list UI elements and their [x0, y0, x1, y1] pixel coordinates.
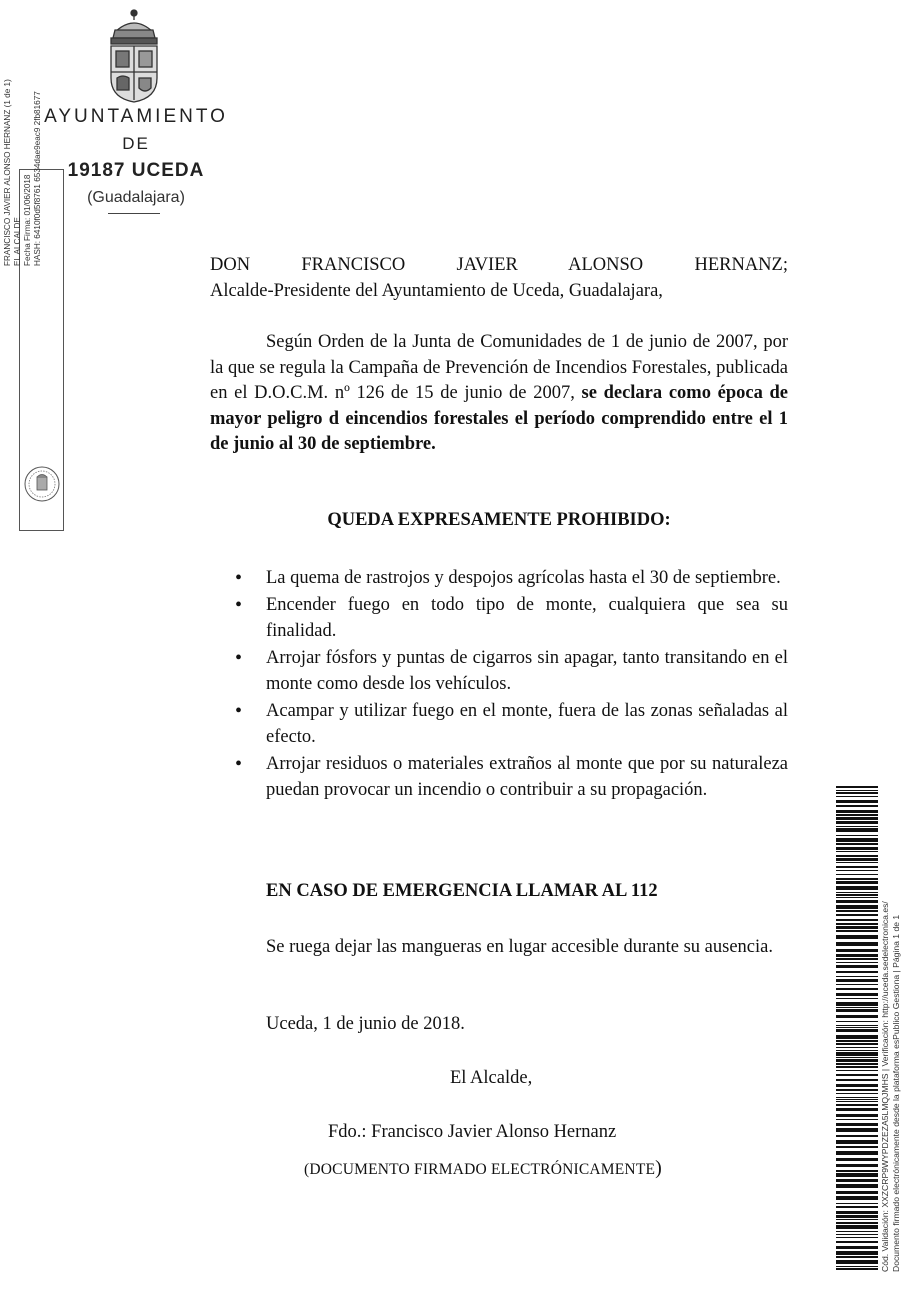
- barcode-bar: [836, 1047, 878, 1048]
- barcode-bar: [836, 1251, 878, 1255]
- barcode-bar: [836, 1057, 878, 1058]
- barcode-bar: [836, 1206, 878, 1208]
- barcode-bar: [836, 1215, 878, 1218]
- barcode-bar: [836, 1268, 878, 1270]
- barcode-bar: [836, 1196, 878, 1200]
- signer-role: EL ALCALDE: [13, 217, 22, 266]
- barcode-bar: [836, 796, 878, 797]
- barcode-bar: [836, 1179, 878, 1182]
- heading-name: DON FRANCISCO JAVIER ALONSO HERNANZ;: [210, 255, 788, 275]
- prohibido-title: QUEDA EXPRESAMENTE PROHIBIDO:: [327, 510, 671, 530]
- barcode-bar: [836, 1015, 878, 1018]
- barcode-bar: [836, 930, 878, 932]
- barcode-bar: [836, 878, 878, 880]
- barcode-bar: [836, 1241, 878, 1243]
- barcode-bar: [836, 817, 878, 820]
- barcode-bar: [836, 1097, 878, 1098]
- barcode-bar: [836, 828, 878, 832]
- barcode-bar: [836, 1050, 878, 1051]
- barcode-bar: [836, 1151, 878, 1155]
- barcode-bar: [836, 942, 878, 946]
- barcode-bar: [836, 1191, 878, 1194]
- list-item: • Acampar y utilizar fuego en el monte, fuera de las zonas señaladas al efecto.: [230, 698, 788, 751]
- verification-code: Cód. Validación: XXZCRP9WYPDZEZA5LMQJMHS | Verificación: http://uceda.sedelectronica.es/: [880, 901, 890, 1272]
- barcode-bar: [836, 1260, 878, 1264]
- barcode-bar: [836, 792, 878, 794]
- open-paren: (: [304, 1161, 310, 1178]
- barcode-bar: [836, 874, 878, 875]
- list-item: • Arrojar fósfors y puntas de cigarros sin apagar, tanto transitando en el monte como desde los vehículos.: [230, 645, 788, 698]
- barcode-bar: [836, 851, 878, 852]
- letterhead-divider: [108, 213, 160, 214]
- barcode-bar: [836, 826, 878, 827]
- list-item: • Arrojar residuos o materiales extraños al monte que por su naturaleza puedan provocar un incendio o contribuir a su propagación.: [230, 751, 788, 804]
- barcode-bar: [836, 862, 878, 863]
- barcode-bar: [836, 1099, 878, 1100]
- barcode-bar: [836, 1225, 878, 1229]
- barcode-bar: [836, 1043, 878, 1045]
- barcode-bar: [836, 1119, 878, 1120]
- barcode-bar: [836, 1219, 878, 1220]
- barcode-bar: [836, 1140, 878, 1144]
- barcode-bar: [836, 1170, 878, 1172]
- barcode-bar: [836, 984, 878, 985]
- org-preposition: DE: [122, 134, 150, 153]
- barcode-bar: [836, 1231, 878, 1232]
- barcode-bar: [836, 843, 878, 845]
- signature-date: Fecha Firma: 01/06/2018: [23, 174, 32, 266]
- barcode-bar: [836, 1246, 878, 1249]
- barcode-bar: [836, 1146, 878, 1148]
- barcode-bar: [836, 954, 878, 957]
- barcode-bar: [836, 1027, 878, 1028]
- barcode-bar: [836, 810, 878, 813]
- hoses-paragraph: [210, 935, 788, 961]
- close-paren: ): [655, 1157, 663, 1179]
- barcode-bar: [836, 866, 878, 868]
- barcode-bar: [836, 1040, 878, 1042]
- barcode-bar: [836, 786, 878, 788]
- barcode-bar: [836, 1108, 878, 1111]
- intro-text: Según Orden de la Junta de Comunidades de 1 de junio de 2007, por la que se regula la Campaña de Prevención de Incendios Forestales, publicada en el D.O.C.M. nº 126 de 15 de junio de 2007,: [210, 332, 788, 403]
- barcode-bar: [836, 1084, 878, 1087]
- barcode-bar: [836, 1104, 878, 1106]
- barcode-bar: [836, 870, 878, 871]
- barcode-bar: [836, 1009, 878, 1012]
- barcode-bar: [836, 949, 878, 952]
- signer-title: El Alcalde,: [450, 1068, 533, 1088]
- barcode-bar: [836, 790, 878, 791]
- barcode-bar: [836, 805, 878, 807]
- barcode-bar: [836, 971, 878, 973]
- barcode-bar: [836, 905, 878, 909]
- barcode-bar: [836, 1128, 878, 1132]
- barcode-bar: [836, 910, 878, 912]
- barcode-bar: [836, 897, 878, 898]
- intro-paragraph: [210, 330, 788, 458]
- barcode-bar: [836, 1052, 878, 1056]
- org-name: AYUNTAMIENTO: [44, 106, 228, 127]
- seal-icon: [23, 465, 61, 503]
- barcode-bar: [836, 1135, 878, 1137]
- barcode-bar: [836, 1063, 878, 1065]
- barcode-bar: [836, 1002, 878, 1006]
- barcode-bar: [836, 962, 878, 963]
- signature-line: Fdo.: Francisco Javier Alonso Hernanz: [328, 1122, 617, 1142]
- barcode-bar: [836, 821, 878, 824]
- barcode-bar: [836, 1079, 878, 1081]
- barcode-bar: [836, 919, 878, 921]
- document-date: Uceda, 1 de junio de 2018.: [266, 1014, 465, 1034]
- signer-name: FRANCISCO JAVIER ALONSO HERNANZ (1 de 1): [3, 79, 12, 266]
- list-item: • Encender fuego en todo tipo de monte, cualquiera que sea su finalidad.: [230, 592, 788, 645]
- barcode-bar: [836, 988, 878, 990]
- barcode-bar: [836, 914, 878, 916]
- barcode-bar: [836, 923, 878, 925]
- barcode-bar: [836, 998, 878, 999]
- barcode-bar: [836, 835, 878, 836]
- barcode-bar: [836, 1256, 878, 1258]
- barcode-bar: [836, 1070, 878, 1071]
- barcode-bar: [836, 847, 878, 850]
- barcode-bar: [836, 1266, 878, 1267]
- verification-platform: Documento firmado electrónicamente desde la plataforma esPublico Gestiona | Página 1 de 1: [891, 914, 901, 1272]
- org-postal-town: 19187 UCEDA: [67, 160, 205, 181]
- barcode-bar: [836, 979, 878, 982]
- list-item: • La quema de rastrojos y despojos agrícolas hasta el 30 de septiembre.: [230, 565, 788, 592]
- barcode-bar: [836, 894, 878, 896]
- barcode-bar: [836, 1222, 878, 1224]
- barcode-bar: [836, 838, 878, 842]
- barcode-bar: [836, 935, 878, 939]
- barcode-bar: [836, 1093, 878, 1094]
- barcode-bar: [836, 881, 878, 884]
- barcode-bar: [836, 814, 878, 816]
- electronically-signed-note: [304, 1157, 662, 1180]
- barcode-bar: [836, 1234, 878, 1235]
- electronically-signed-text: DOCUMENTO FIRMADO ELECTRÓNICAMENTE: [309, 1161, 656, 1178]
- heading-title: Alcalde-Presidente del Ayuntamiento de Uceda, Guadalajara,: [210, 280, 663, 301]
- barcode-bar: [836, 976, 878, 977]
- barcode-bar: [836, 855, 878, 857]
- barcode-bar: [836, 1089, 878, 1091]
- barcode-bar: [836, 1035, 878, 1039]
- barcode-bar: [836, 1007, 878, 1008]
- intro-bold-text: se declara como época de mayor peligro d eincendios forestales el período comprendido entre el 1 de junio al 30 de septiembre.: [210, 383, 788, 454]
- barcode-bar: [836, 1101, 878, 1102]
- document-heading: [210, 253, 788, 304]
- barcode-bar: [836, 1203, 878, 1204]
- emergency-notice: EN CASO DE EMERGENCIA LLAMAR AL 112: [266, 881, 658, 901]
- barcode-bar: [836, 1211, 878, 1214]
- barcode-bar: [836, 900, 878, 903]
- barcode-bar: [836, 1237, 878, 1238]
- barcode-bar: [836, 1021, 878, 1022]
- barcode-bar: [836, 1184, 878, 1188]
- barcode-bar: [836, 958, 878, 960]
- barcode-bar: [836, 800, 878, 803]
- coat-of-arms-icon: [103, 8, 165, 104]
- barcode-bar: [836, 1059, 878, 1062]
- barcode-bar: [836, 1025, 878, 1026]
- barcode-bar: [836, 886, 878, 890]
- barcode-bar: [836, 993, 878, 996]
- barcode-bar: [836, 1173, 878, 1177]
- barcode-bar: [836, 1074, 878, 1076]
- barcode-bar: [836, 858, 878, 861]
- prohibitions-list: [230, 565, 788, 804]
- verification-text: [880, 792, 910, 1272]
- barcode-bar: [836, 1123, 878, 1126]
- barcode-icon: [836, 786, 878, 1270]
- barcode-bar: [836, 1066, 878, 1068]
- barcode-bar: [836, 1029, 878, 1032]
- barcode-bar: [836, 892, 878, 893]
- hoses-text: Se ruega dejar las mangueras en lugar accesible durante su ausencia.: [266, 937, 773, 957]
- barcode-bar: [836, 926, 878, 929]
- barcode-bar: [836, 1164, 878, 1167]
- barcode-bar: [836, 1158, 878, 1161]
- barcode-bar: [836, 965, 878, 968]
- signature-hash: HASH: 6410f0d5f8761 6534dae9eac9 2fb81677: [33, 91, 42, 266]
- signature-stamp-text: [3, 0, 48, 266]
- barcode-bar: [836, 1114, 878, 1117]
- org-province: (Guadalajara): [87, 189, 185, 206]
